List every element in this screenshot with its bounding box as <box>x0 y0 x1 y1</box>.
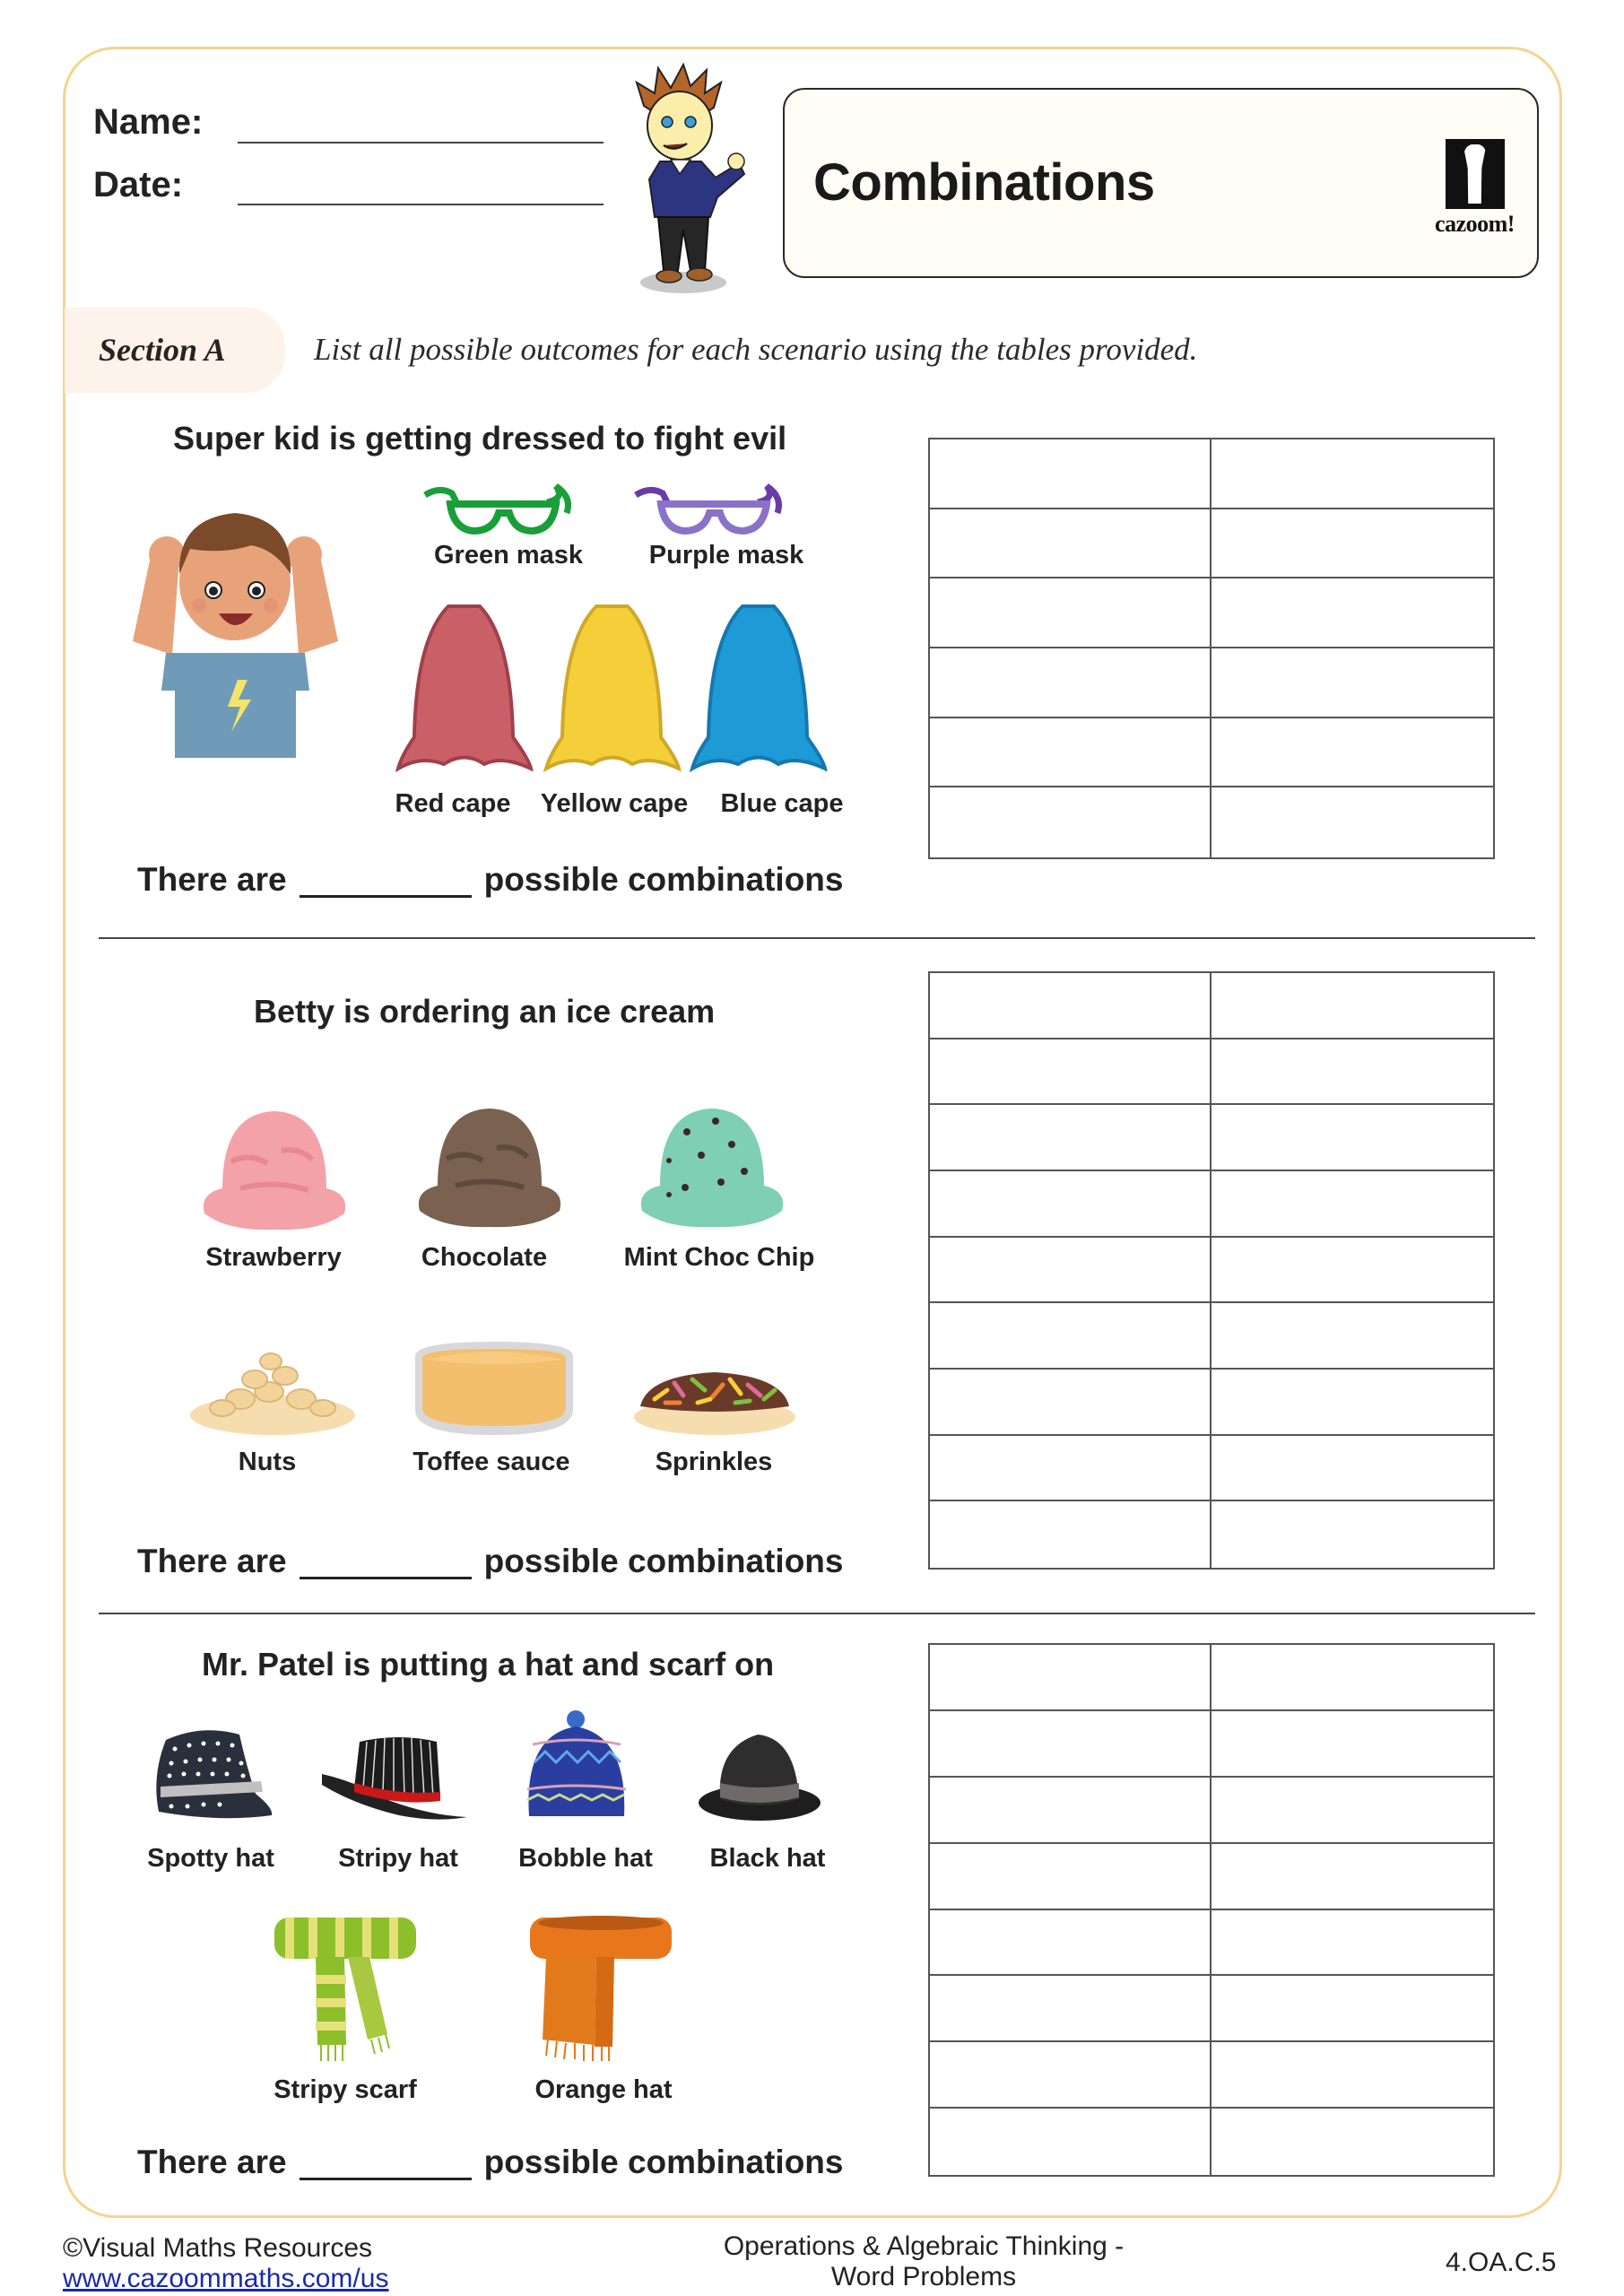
strawberry-scoop-icon <box>195 1108 353 1233</box>
section-divider <box>99 937 1535 939</box>
table-cell[interactable] <box>1211 1844 1493 1910</box>
table-cell[interactable] <box>930 1711 1211 1778</box>
table-cell[interactable] <box>930 1238 1211 1304</box>
table-cell[interactable] <box>930 787 1211 857</box>
item-label: Mint Choc Chip <box>623 1243 815 1272</box>
table-cell[interactable] <box>930 1436 1211 1502</box>
table-cell[interactable] <box>1211 1645 1493 1711</box>
table-cell[interactable] <box>1211 2042 1493 2109</box>
instruction-text: List all possible outcomes for each scenario using the tables provided. <box>314 332 1198 367</box>
table-cell[interactable] <box>930 1171 1211 1238</box>
logo-icon <box>1446 139 1505 209</box>
table-cell[interactable] <box>1211 1171 1493 1238</box>
mascot-boy-illustration <box>628 63 762 298</box>
toffee-sauce-icon <box>408 1338 580 1439</box>
table-cell[interactable] <box>930 509 1211 579</box>
table-cell[interactable] <box>930 439 1211 509</box>
date-label: Date: <box>93 165 184 204</box>
item-label: Strawberry <box>205 1243 342 1272</box>
footer-topic <box>655 2231 1193 2292</box>
purple-mask-icon <box>632 483 789 538</box>
red-cape-icon <box>395 603 534 773</box>
table-cell[interactable] <box>1211 1501 1493 1568</box>
table-cell[interactable] <box>1211 1976 1493 2042</box>
table-cell[interactable] <box>1211 787 1493 857</box>
cazoom-logo <box>1432 139 1517 238</box>
table-cell[interactable] <box>1211 718 1493 788</box>
bobble-hat-icon <box>520 1709 632 1825</box>
footer-website-link[interactable]: www.cazoommaths.com/us <box>63 2264 389 2293</box>
table-cell[interactable] <box>930 648 1211 718</box>
table-cell[interactable] <box>930 1976 1211 2042</box>
answer-suffix: possible combinations <box>483 1543 844 1579</box>
table-cell[interactable] <box>1211 509 1493 579</box>
item-label: Blue cape <box>720 789 844 818</box>
footer-topic-line2: Word Problems <box>830 2262 1017 2292</box>
question-3-heading: Mr. Patel is putting a hat and scarf on <box>202 1646 775 1683</box>
section-badge <box>65 308 285 393</box>
answer-blank-2[interactable] <box>300 1547 472 1579</box>
green-mask-icon <box>421 483 578 538</box>
super-kid-illustration <box>117 502 354 762</box>
answer-table-3 <box>928 1643 1495 2177</box>
nuts-bowl-icon <box>187 1345 359 1437</box>
answer-table-1 <box>928 438 1495 859</box>
item-label: Sprinkles <box>655 1448 773 1476</box>
answer-blank-1[interactable] <box>300 865 472 898</box>
table-cell[interactable] <box>930 1778 1211 1844</box>
stripy-hat-icon <box>318 1729 471 1822</box>
answer-suffix: possible combinations <box>483 2144 844 2180</box>
item-label: Spotty hat <box>147 1844 274 1873</box>
table-cell[interactable] <box>930 718 1211 788</box>
table-cell[interactable] <box>1211 1039 1493 1106</box>
table-cell[interactable] <box>1211 2109 1493 2175</box>
table-cell[interactable] <box>1211 578 1493 648</box>
table-cell[interactable] <box>1211 648 1493 718</box>
answer-sentence-2 <box>137 1543 844 1580</box>
answer-suffix: possible combinations <box>483 861 844 898</box>
table-cell[interactable] <box>930 2109 1211 2175</box>
table-cell[interactable] <box>930 2042 1211 2109</box>
date-field[interactable] <box>238 204 604 205</box>
table-cell[interactable] <box>930 578 1211 648</box>
question-2-heading: Betty is ordering an ice cream <box>254 993 716 1030</box>
table-cell[interactable] <box>1211 1238 1493 1304</box>
table-cell[interactable] <box>1211 1370 1493 1436</box>
table-cell[interactable] <box>930 1844 1211 1910</box>
footer-standard-code: 4.OA.C.5 <box>1446 2248 1557 2277</box>
yellow-cape-icon <box>543 603 682 773</box>
item-label: Toffee sauce <box>413 1448 570 1476</box>
item-label: Purple mask <box>648 541 804 570</box>
item-label: Nuts <box>238 1448 297 1476</box>
item-label: Orange hat <box>534 2075 673 2104</box>
spotty-hat-icon <box>139 1722 278 1822</box>
section-label: Section A <box>99 332 226 368</box>
item-label: Green mask <box>433 541 584 570</box>
item-label: Stripy scarf <box>274 2075 417 2104</box>
answer-table-2 <box>928 971 1495 1570</box>
table-cell[interactable] <box>1211 1303 1493 1370</box>
table-cell[interactable] <box>1211 973 1493 1039</box>
section-divider <box>99 1613 1535 1614</box>
orange-scarf-icon <box>525 1912 677 2065</box>
table-cell[interactable] <box>930 1039 1211 1106</box>
sprinkles-bowl-icon <box>630 1363 800 1437</box>
logo-text: cazoom! <box>1435 211 1515 237</box>
black-hat-icon <box>695 1729 825 1823</box>
answer-prefix: There are <box>137 2144 287 2180</box>
answer-prefix: There are <box>137 1543 287 1579</box>
chocolate-scoop-icon <box>411 1105 569 1231</box>
table-cell[interactable] <box>1211 1910 1493 1977</box>
title-box <box>783 88 1539 278</box>
blue-cape-icon <box>689 603 828 773</box>
table-cell[interactable] <box>930 973 1211 1039</box>
table-cell[interactable] <box>930 1645 1211 1711</box>
item-label: Red cape <box>395 789 511 818</box>
item-label: Black hat <box>709 1844 826 1873</box>
answer-sentence-3 <box>137 2144 844 2181</box>
name-label: Name: <box>93 102 204 142</box>
name-field[interactable] <box>238 142 604 144</box>
table-cell[interactable] <box>930 1105 1211 1171</box>
item-label: Stripy hat <box>338 1844 458 1873</box>
item-label: Chocolate <box>421 1243 548 1272</box>
table-cell[interactable] <box>930 1501 1211 1568</box>
answer-blank-3[interactable] <box>300 2148 472 2180</box>
mint-choc-chip-scoop-icon <box>633 1105 791 1231</box>
footer-topic-line1: Operations & Algebraic Thinking - <box>723 2231 1125 2261</box>
question-1-heading: Super kid is getting dressed to fight evil <box>173 420 787 457</box>
table-cell[interactable] <box>930 1370 1211 1436</box>
table-cell[interactable] <box>930 1303 1211 1370</box>
stripy-scarf-icon <box>269 1912 421 2065</box>
item-label: Yellow cape <box>540 789 689 818</box>
table-cell[interactable] <box>1211 1436 1493 1502</box>
table-cell[interactable] <box>930 1910 1211 1977</box>
table-cell[interactable] <box>1211 439 1493 509</box>
table-cell[interactable] <box>1211 1778 1493 1844</box>
answer-prefix: There are <box>137 861 287 898</box>
table-cell[interactable] <box>1211 1711 1493 1778</box>
footer-copyright: ©Visual Maths Resources <box>63 2233 373 2263</box>
item-label: Bobble hat <box>518 1844 653 1873</box>
answer-sentence-1 <box>137 861 844 899</box>
table-cell[interactable] <box>1211 1105 1493 1171</box>
page-title: Combinations <box>813 153 1155 212</box>
